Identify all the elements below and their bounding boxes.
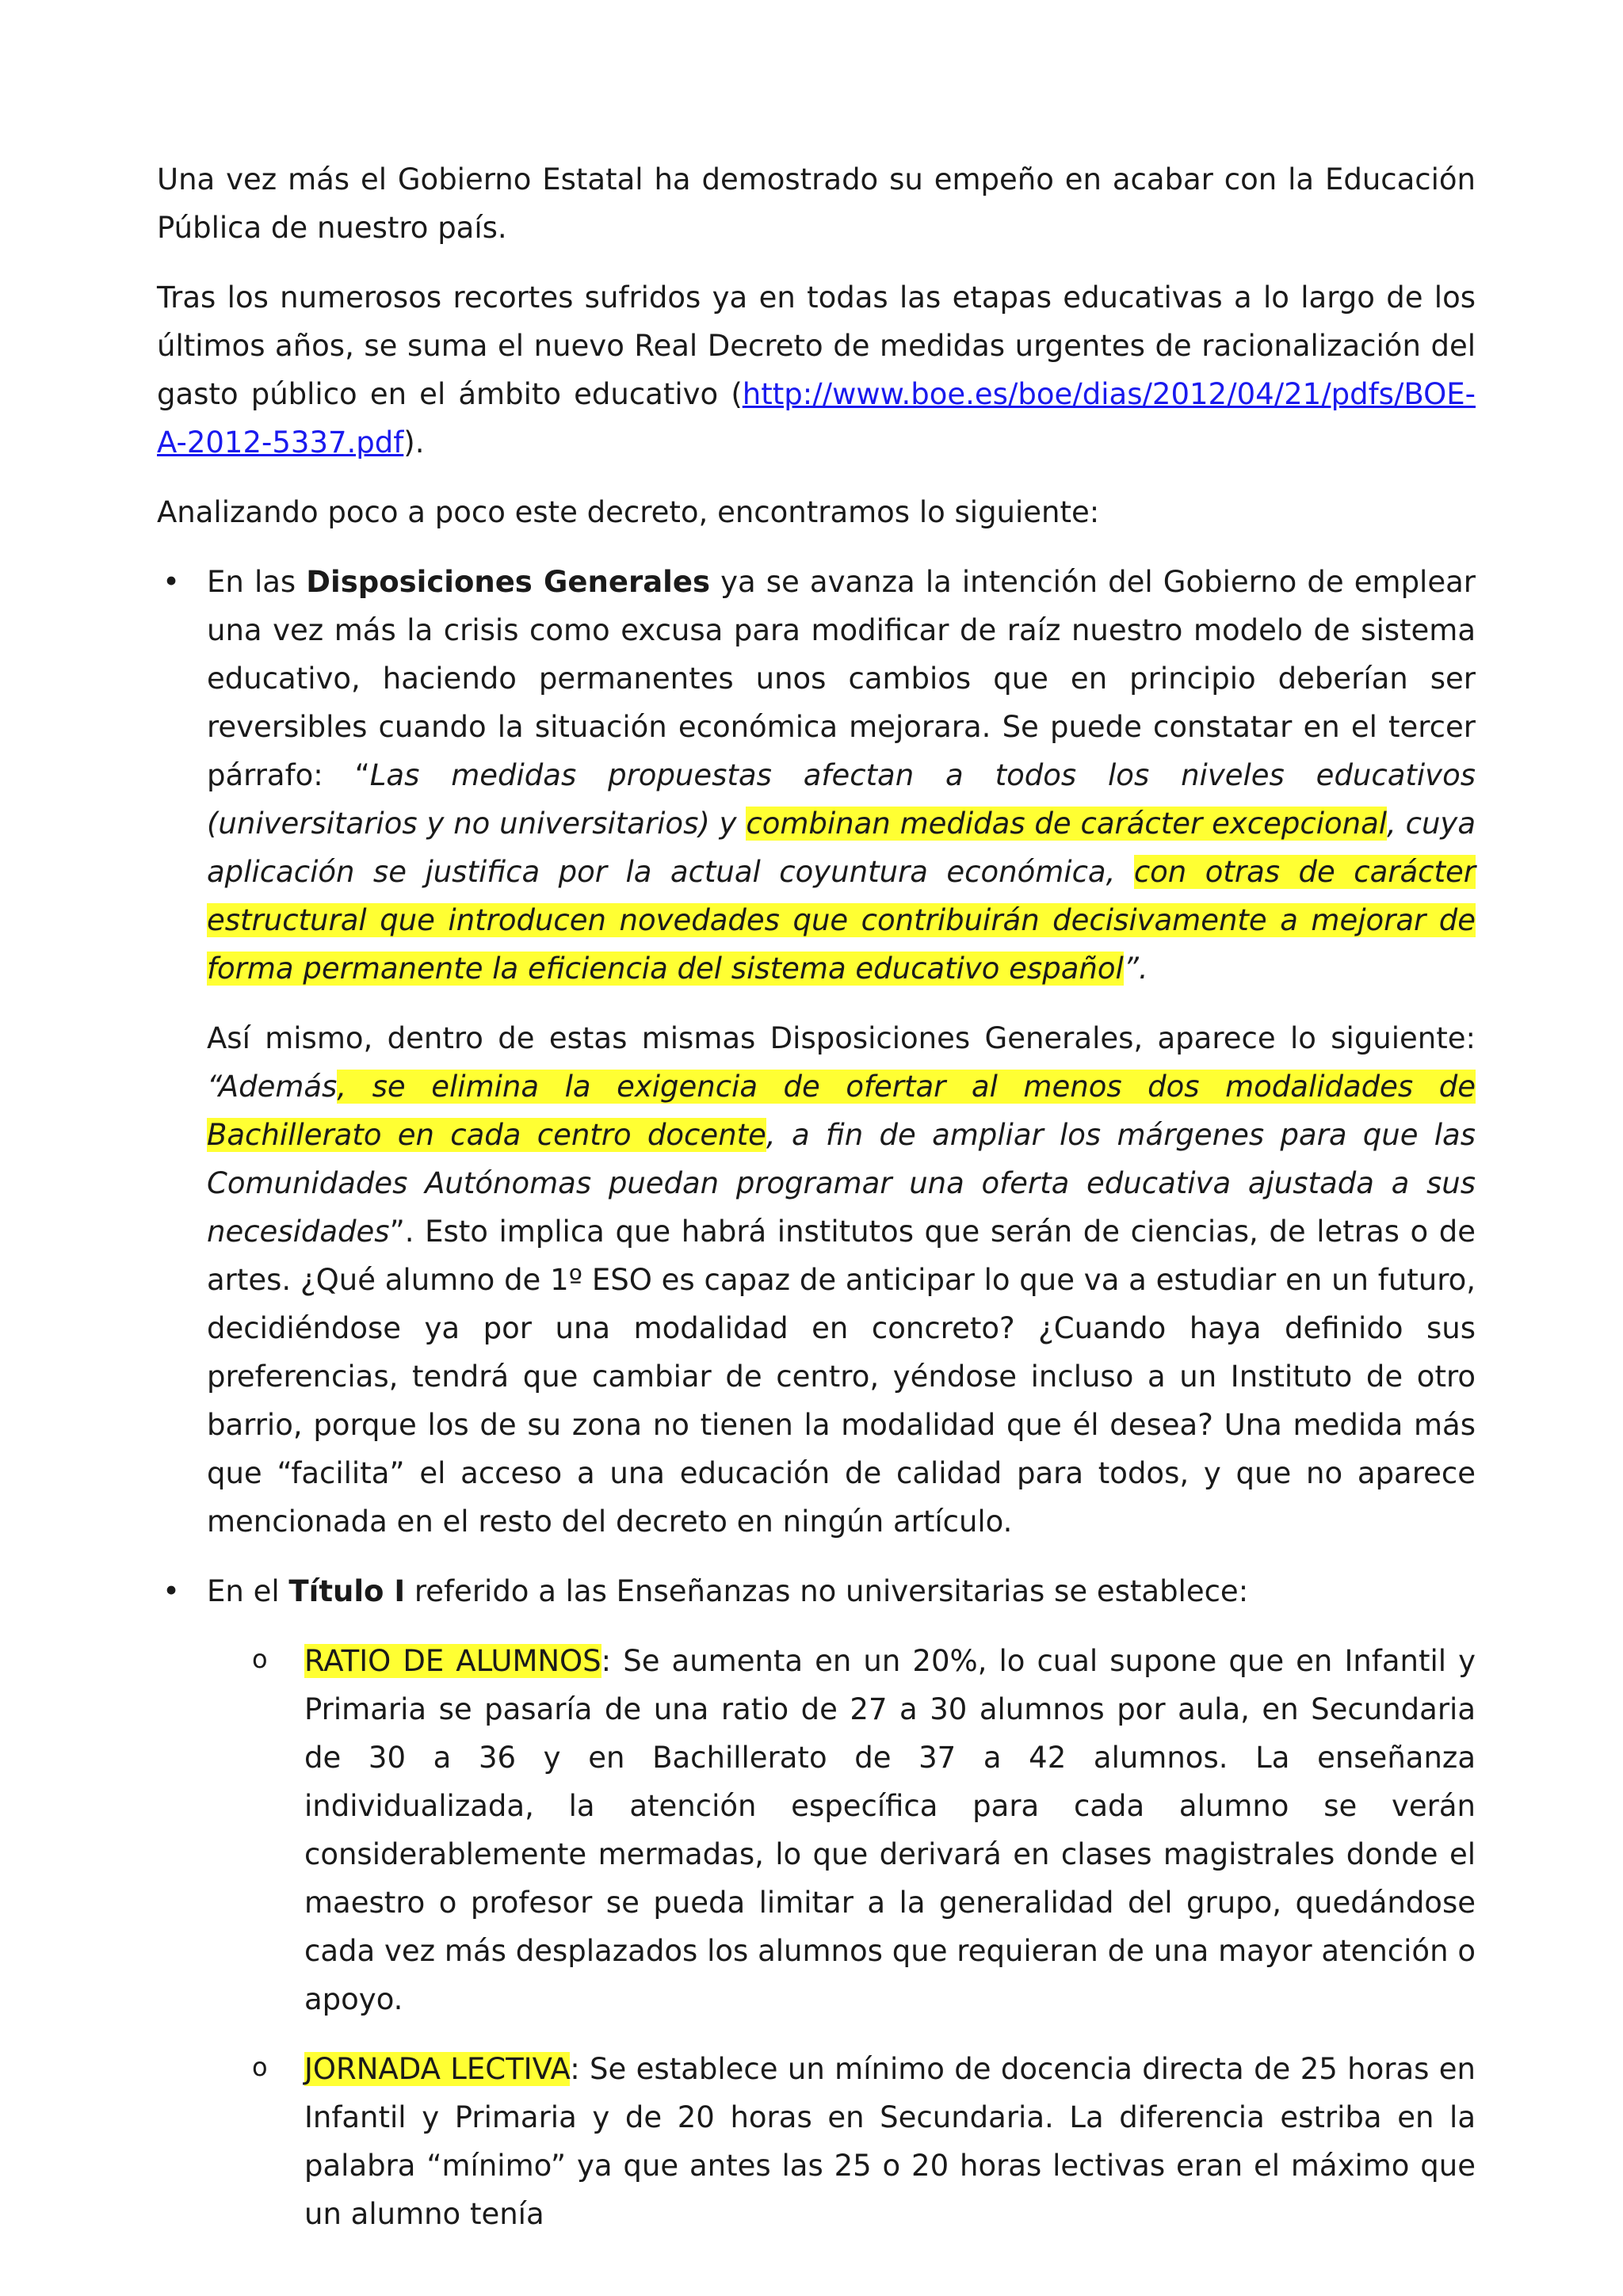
paragraph-decree <box>157 273 1476 467</box>
text-run: ”. Esto implica que habrá institutos que serán de ciencias, de letras o de artes. ¿Qué alumno de 1º ESO es capaz de anticipar lo que va a estudiar en un futuro, decidiéndose ya por una modalidad en concreto? ¿Cuando haya definido sus preferencias, tendrá que cambiar de centro, yéndose incluso a un Instituto de otro barrio, porque los de su zona no tienen la modalidad que él desea? Una medida más que “facilita” el acceso a una educación de calidad para todos, y que no aparece mencionada en el resto del decreto en ningún artículo. <box>207 1215 1476 1539</box>
text-run: En el <box>207 1574 289 1608</box>
quote-run: Las medidas propuestas afectan a todos los niveles educativos (universitarios y no universitarios) y <box>207 758 1476 841</box>
circle-bullet-icon: o <box>252 1644 268 1674</box>
text-run: : Se aumenta en un 20%, lo cual supone que en Infantil y Primaria se pasaría de una ratio de 27 a 30 alumnos por aula, en Secundaria de 30 a 36 y en Bachillerato de 37 a 42 alumnos. La enseñanza individualizada, la atención específica para cada alumno se verán considerablemente mermadas, lo que derivará en clases magistrales donde el maestro o profesor se pueda limitar a la generalidad del grupo, quedándose cada vez más desplazados los alumnos que requieran de una mayor atención o apoyo. <box>304 1644 1476 2016</box>
text-run: Así mismo, dentro de estas mismas Disposiciones Generales, aparece lo siguiente: <box>207 1021 1476 1055</box>
sub-item-jornada <box>252 2045 1476 2238</box>
highlight-quote: combinan medidas de carácter excepcional <box>746 807 1388 841</box>
sub-item-ratio <box>252 1637 1476 2023</box>
boe-link[interactable]: http://www.boe.es/boe/dias/2012/04/21/pdfs/BOE-A-2012-5337.pdf <box>157 377 1476 460</box>
paragraph-analysis: Analizando poco a poco este decreto, encontramos lo siguiente: <box>157 495 1100 529</box>
text-run: ya se avanza la intención del Gobierno de emplear una vez más la crisis como excusa para modificar de raíz nuestro modelo de sistema educativo, haciendo permanentes unos cambios que en principio deberían ser reversibles cuando la situación económica mejorara. Se puede constatar en el tercer párrafo: “ <box>207 565 1476 792</box>
decree-text-end: ). <box>403 425 425 460</box>
text-run: : Se establece un mínimo de docencia directa de 25 horas en Infantil y Primaria y de 20 horas en Secundaria. La diferencia estriba en la palabra “mínimo” ya que antes las 25 o 20 horas lectivas eran el máximo que un alumno tenía <box>304 2052 1476 2231</box>
highlight-label: RATIO DE ALUMNOS <box>304 1644 601 1678</box>
bold-term: Título I <box>288 1574 406 1608</box>
decree-text: Tras los numerosos recortes sufridos ya en todas las etapas educativas a lo largo de los últimos años, se suma el nuevo Real Decreto de medidas urgentes de racionalización del gasto público en el ámbito educativo ( <box>157 280 1476 411</box>
quote-run: , cuya aplicación se justifica por la actual coyuntura económica, <box>207 807 1476 889</box>
highlight-quote: con otras de carácter estructural que introducen novedades que contribuirán decisivamente a mejorar de forma permanente la eficiencia del sistema educativo español <box>207 855 1476 986</box>
bullet-disposiciones <box>162 558 1476 993</box>
quote-run: , a fin de ampliar los márgenes para que las Comunidades Autónomas puedan programar una oferta educativa ajustada a sus necesidades <box>207 1118 1476 1249</box>
bullet-icon: • <box>162 565 180 599</box>
quote-run: ”. <box>1123 952 1148 986</box>
paragraph-intro: Una vez más el Gobierno Estatal ha demostrado su empeño en acabar con la Educación Pública de nuestro país. <box>157 162 1476 245</box>
highlight-quote: , se elimina la exigencia de ofertar al menos dos modalidades de Bachillerato en cada centro docente <box>207 1070 1476 1152</box>
bold-term: Disposiciones Generales <box>306 565 710 599</box>
bullet-titulo-i <box>162 1567 1476 1615</box>
text-run: referido a las Enseñanzas no universitarias se establece: <box>405 1574 1249 1608</box>
bullet-icon: • <box>162 1574 180 1608</box>
quote-run: “Además <box>207 1070 338 1104</box>
text-run: En las <box>207 565 307 599</box>
highlight-label: JORNADA LECTIVA <box>304 2052 571 2086</box>
paragraph-bachillerato <box>207 1014 1476 1546</box>
document-page <box>157 155 1476 2260</box>
circle-bullet-icon: o <box>252 2052 268 2082</box>
